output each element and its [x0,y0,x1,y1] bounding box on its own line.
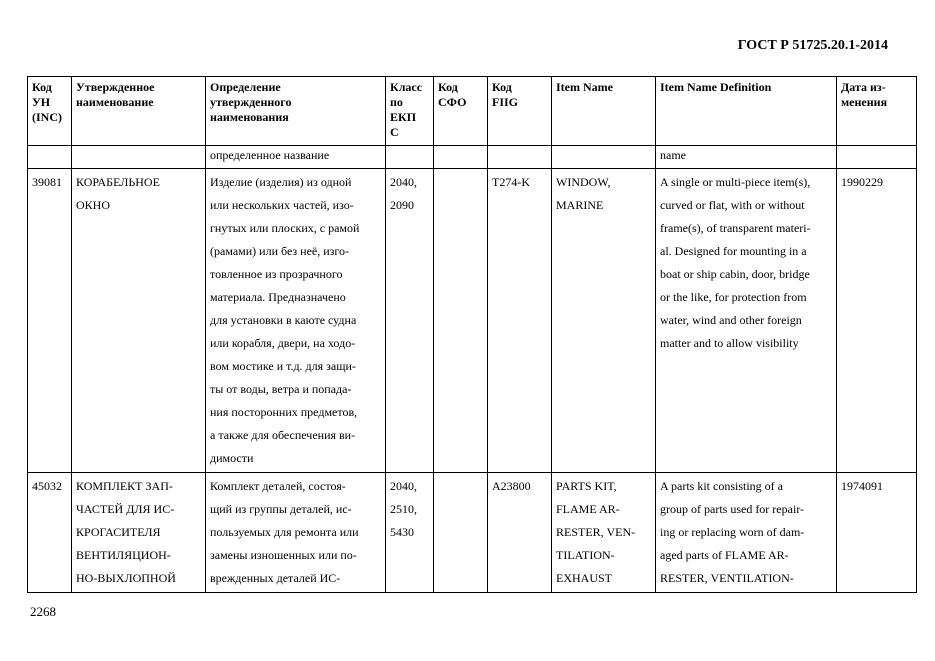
text-line: щий из группы деталей, ис- [210,502,352,516]
text-line: RESTER, VENTILATION- [660,571,794,585]
col-item-name [552,77,656,146]
inc-code: 45032 [28,473,72,593]
item-name [552,473,656,593]
text-line: boat or ship cabin, door, bridge [660,267,810,281]
text-line: менения [841,95,888,109]
text-line: EXHAUST [556,571,612,585]
header-row [28,77,917,146]
fiig-code: A23800 [488,473,552,593]
text-line: water, wind and other foreign [660,313,802,327]
text-line: или корабля, двери, на ходо- [210,336,356,350]
text-line: НО-ВЫХЛОПНОЙ [76,571,176,585]
text-line: материала. Предназначено [210,290,346,304]
table-row [28,169,917,473]
text-line: RESTER, VEN- [556,525,636,539]
continuation-row [28,146,917,169]
text-line: ОКНО [76,198,111,212]
col-fiig [488,77,552,146]
text-line: (INC) [32,110,62,124]
text-line: or the like, for protection from [660,290,807,304]
change-date: 1990229 [837,169,917,473]
text-line: утвержденного [210,95,292,109]
text-line: frame(s), of transparent materi- [660,221,811,235]
item-definition [656,473,837,593]
item-name [552,169,656,473]
text-line: FIIG [492,95,519,109]
text-line: для установки в каюте судна [210,313,357,327]
text-line: Item Name [556,80,613,94]
text-line: гнутых или плоских, с рамой [210,221,360,235]
class-code [386,169,434,473]
text-line: Определение [210,80,281,94]
text-line: aged parts of FLAME AR- [660,548,789,562]
text-line: или нескольких частей, изо- [210,198,354,212]
text-line: врежденных деталей ИС- [210,571,341,585]
sfo-code [434,473,488,593]
text-line: С [390,125,399,139]
text-line: а также для обеспечения ви- [210,428,356,442]
text-line: 2040, [390,175,417,189]
text-line: Класс [390,80,423,94]
fiig-code: T274-K [488,169,552,473]
text-line: ты от воды, ветра и попада- [210,382,352,396]
classification-table [27,76,917,593]
text-line: Комплект деталей, состоя- [210,479,346,493]
text-line: ния посторонних предметов, [210,405,358,419]
text-line: MARINE [556,198,604,212]
text-line: 2090 [390,198,414,212]
text-line: group of parts used for repair- [660,502,805,516]
text-line: Код [492,80,512,94]
text-line: наименования [210,110,289,124]
col-approved-name [72,77,206,146]
approved-name [72,473,206,593]
col-date [837,77,917,146]
text-line: 2040, [390,479,417,493]
sfo-code [434,169,488,473]
text-line: Дата из- [841,80,886,94]
text-line: WINDOW, [556,175,611,189]
table-row [28,473,917,593]
col-item-definition [656,77,837,146]
text-line: товленное из прозрачного [210,267,343,281]
text-line: ЧАСТЕЙ ДЛЯ ИС- [76,502,175,516]
col-class [386,77,434,146]
definition [206,473,386,593]
cont-definition: определенное название [206,146,386,169]
col-sfo [434,77,488,146]
text-line: curved or flat, with or without [660,198,805,212]
item-definition [656,169,837,473]
text-line: PARTS KIT, [556,479,617,493]
text-line: A parts kit consisting of a [660,479,783,493]
class-code [386,473,434,593]
text-line: ing or replacing worn of dam- [660,525,805,539]
text-line: (рамами) или без неё, изго- [210,244,350,258]
text-line: 2510, [390,502,417,516]
text-line: 5430 [390,525,414,539]
text-line: Код [32,80,52,94]
text-line: пользуемых для ремонта или [210,525,359,539]
change-date: 1974091 [837,473,917,593]
text-line: вом мостике и т.д. для защи- [210,359,356,373]
standard-designation: ГОСТ Р 51725.20.1-2014 [737,38,888,53]
col-inc [28,77,72,146]
text-line: TILATION- [556,548,615,562]
text-line: FLAME AR- [556,502,620,516]
text-line: димости [210,451,254,465]
text-line: ВЕНТИЛЯЦИОН- [76,548,171,562]
text-line: Утвержденное [76,80,155,94]
text-line: A single or multi-piece item(s), [660,175,811,189]
text-line: СФО [438,95,467,109]
text-line: matter and to allow visibility [660,336,799,350]
text-line: по [390,95,403,109]
text-line: Код [438,80,458,94]
text-line: КОМПЛЕКТ ЗАП- [76,479,173,493]
text-line: al. Designed for mounting in a [660,244,807,258]
cont-item-definition: name [656,146,837,169]
text-line: Изделие (изделия) из одной [210,175,352,189]
text-line: КОРАБЕЛЬНОЕ [76,175,160,189]
text-line: Item Name Definition [660,80,772,94]
text-line: замены изношенных или по- [210,548,357,562]
text-line: КРОГАСИТЕЛЯ [76,525,161,539]
col-definition [206,77,386,146]
approved-name [72,169,206,473]
text-line: наименование [76,95,154,109]
text-line: УН [32,95,51,109]
page-number: 2268 [30,604,56,619]
inc-code: 39081 [28,169,72,473]
text-line: ЕКП [390,110,417,124]
definition [206,169,386,473]
